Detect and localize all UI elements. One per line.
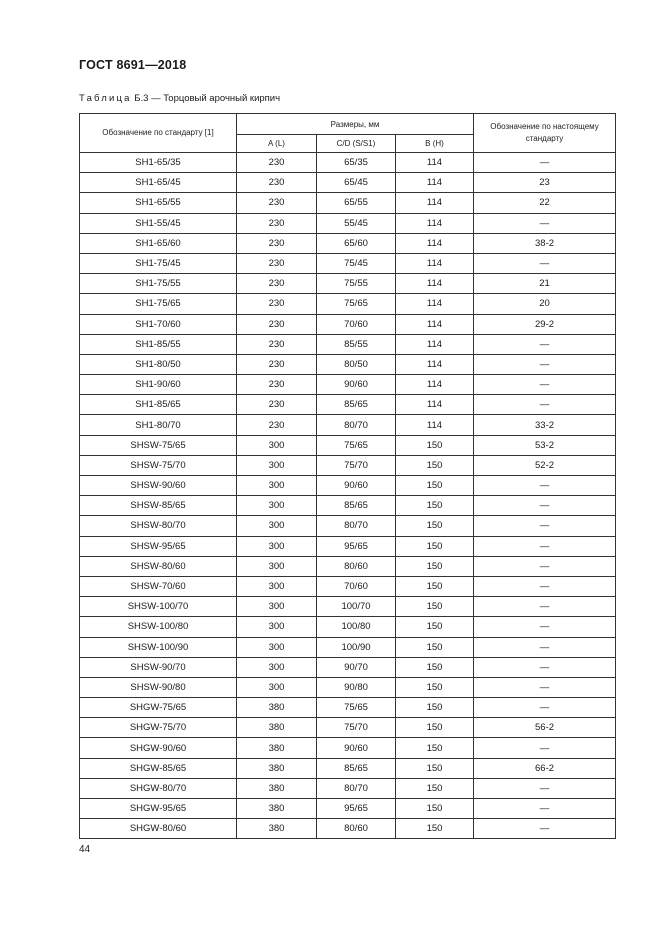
cell-standard-designation: SHGW-75/65	[80, 698, 237, 718]
cell-size-cd: 90/60	[317, 476, 396, 496]
cell-current-designation: 20	[474, 294, 616, 314]
cell-standard-designation: SHGW-85/65	[80, 758, 237, 778]
table-row	[80, 233, 616, 253]
table-row	[80, 354, 616, 374]
cell-size-b: 150	[396, 455, 474, 475]
table-row	[80, 334, 616, 354]
table-row	[80, 455, 616, 475]
table-row	[80, 738, 616, 758]
cell-current-designation: —	[474, 516, 616, 536]
table-row	[80, 153, 616, 173]
cell-size-a: 230	[237, 153, 317, 173]
cell-size-a: 230	[237, 233, 317, 253]
cell-size-cd: 80/70	[317, 778, 396, 798]
cell-size-b: 114	[396, 153, 474, 173]
cell-size-a: 230	[237, 314, 317, 334]
table-row	[80, 778, 616, 798]
document-header: ГОСТ 8691—2018	[79, 58, 187, 72]
cell-size-b: 150	[396, 496, 474, 516]
cell-size-b: 114	[396, 193, 474, 213]
cell-standard-designation: SHGW-80/70	[80, 778, 237, 798]
table-row	[80, 597, 616, 617]
cell-size-b: 150	[396, 819, 474, 839]
cell-standard-designation: SH1-75/55	[80, 274, 237, 294]
cell-current-designation: 66-2	[474, 758, 616, 778]
cell-current-designation: 21	[474, 274, 616, 294]
cell-size-cd: 90/70	[317, 657, 396, 677]
table-row	[80, 617, 616, 637]
cell-size-a: 300	[237, 597, 317, 617]
page-number: 44	[79, 844, 91, 855]
cell-standard-designation: SHSW-100/70	[80, 597, 237, 617]
cell-size-b: 150	[396, 799, 474, 819]
cell-size-a: 300	[237, 637, 317, 657]
cell-size-b: 150	[396, 576, 474, 596]
cell-standard-designation: SH1-85/65	[80, 395, 237, 415]
cell-size-cd: 65/55	[317, 193, 396, 213]
table-row	[80, 375, 616, 395]
cell-size-b: 150	[396, 597, 474, 617]
cell-size-b: 114	[396, 354, 474, 374]
cell-standard-designation: SH1-65/35	[80, 153, 237, 173]
cell-size-a: 380	[237, 718, 317, 738]
cell-size-b: 114	[396, 334, 474, 354]
table-row	[80, 799, 616, 819]
cell-size-a: 230	[237, 375, 317, 395]
cell-current-designation: —	[474, 576, 616, 596]
cell-size-a: 230	[237, 274, 317, 294]
cell-current-designation: —	[474, 799, 616, 819]
table-caption	[79, 93, 280, 104]
cell-size-b: 150	[396, 778, 474, 798]
cell-size-b: 150	[396, 758, 474, 778]
cell-size-b: 150	[396, 617, 474, 637]
cell-size-cd: 75/45	[317, 253, 396, 273]
cell-standard-designation: SHGW-80/60	[80, 819, 237, 839]
cell-size-a: 300	[237, 476, 317, 496]
cell-size-cd: 85/65	[317, 758, 396, 778]
cell-current-designation: —	[474, 496, 616, 516]
table-row	[80, 193, 616, 213]
cell-current-designation: —	[474, 677, 616, 697]
table-row	[80, 395, 616, 415]
cell-size-a: 380	[237, 738, 317, 758]
cell-size-b: 114	[396, 314, 474, 334]
cell-size-cd: 100/70	[317, 597, 396, 617]
cell-size-cd: 85/55	[317, 334, 396, 354]
cell-current-designation: 29-2	[474, 314, 616, 334]
cell-size-cd: 75/55	[317, 274, 396, 294]
cell-current-designation: 52-2	[474, 455, 616, 475]
cell-current-designation: 53-2	[474, 435, 616, 455]
cell-current-designation: —	[474, 536, 616, 556]
cell-size-a: 230	[237, 294, 317, 314]
table-caption-text: Б.3 — Торцовый арочный кирпич	[131, 93, 281, 104]
cell-standard-designation: SH1-65/55	[80, 193, 237, 213]
table-row	[80, 213, 616, 233]
brick-dimensions-table	[79, 113, 616, 839]
table-row	[80, 476, 616, 496]
cell-size-b: 114	[396, 395, 474, 415]
cell-size-cd: 100/80	[317, 617, 396, 637]
table-body	[80, 153, 616, 839]
cell-size-cd: 90/60	[317, 738, 396, 758]
cell-current-designation: —	[474, 334, 616, 354]
cell-size-cd: 95/65	[317, 536, 396, 556]
cell-standard-designation: SH1-80/50	[80, 354, 237, 374]
table-row	[80, 253, 616, 273]
cell-standard-designation: SH1-55/45	[80, 213, 237, 233]
cell-size-b: 114	[396, 173, 474, 193]
cell-size-a: 300	[237, 617, 317, 637]
cell-standard-designation: SHSW-80/60	[80, 556, 237, 576]
table-row	[80, 516, 616, 536]
cell-current-designation: —	[474, 617, 616, 637]
cell-size-a: 380	[237, 799, 317, 819]
cell-standard-designation: SH1-90/60	[80, 375, 237, 395]
cell-standard-designation: SH1-75/65	[80, 294, 237, 314]
cell-current-designation: —	[474, 556, 616, 576]
cell-size-a: 300	[237, 657, 317, 677]
cell-size-cd: 65/60	[317, 233, 396, 253]
cell-standard-designation: SHSW-80/70	[80, 516, 237, 536]
cell-size-a: 230	[237, 395, 317, 415]
cell-standard-designation: SHGW-95/65	[80, 799, 237, 819]
cell-current-designation: —	[474, 738, 616, 758]
cell-standard-designation: SHSW-90/80	[80, 677, 237, 697]
cell-size-a: 230	[237, 334, 317, 354]
header-col-cd: C/D (S/S1)	[317, 135, 396, 153]
cell-size-a: 380	[237, 778, 317, 798]
table-row	[80, 435, 616, 455]
cell-size-cd: 80/70	[317, 516, 396, 536]
cell-size-cd: 85/65	[317, 395, 396, 415]
cell-size-b: 114	[396, 294, 474, 314]
cell-current-designation: 33-2	[474, 415, 616, 435]
header-current-designation: Обозначение по настоящему стандарту	[474, 114, 616, 153]
cell-size-b: 150	[396, 718, 474, 738]
table-row	[80, 718, 616, 738]
cell-size-b: 150	[396, 435, 474, 455]
table-row	[80, 637, 616, 657]
cell-size-a: 230	[237, 213, 317, 233]
cell-current-designation: —	[474, 476, 616, 496]
cell-size-cd: 80/60	[317, 819, 396, 839]
cell-size-b: 114	[396, 375, 474, 395]
cell-current-designation: 56-2	[474, 718, 616, 738]
cell-standard-designation: SHSW-75/65	[80, 435, 237, 455]
cell-size-cd: 90/80	[317, 677, 396, 697]
cell-size-cd: 75/65	[317, 294, 396, 314]
cell-current-designation: —	[474, 819, 616, 839]
cell-size-cd: 65/35	[317, 153, 396, 173]
cell-current-designation: —	[474, 213, 616, 233]
cell-size-cd: 75/70	[317, 455, 396, 475]
cell-standard-designation: SH1-65/60	[80, 233, 237, 253]
cell-size-a: 300	[237, 455, 317, 475]
cell-size-b: 150	[396, 738, 474, 758]
cell-size-a: 300	[237, 677, 317, 697]
cell-size-cd: 85/65	[317, 496, 396, 516]
table-row	[80, 496, 616, 516]
cell-size-a: 300	[237, 435, 317, 455]
cell-standard-designation: SHSW-90/70	[80, 657, 237, 677]
cell-current-designation: —	[474, 698, 616, 718]
header-sizes-group: Размеры, мм	[237, 114, 474, 135]
cell-size-b: 114	[396, 415, 474, 435]
cell-size-a: 230	[237, 354, 317, 374]
cell-current-designation: —	[474, 395, 616, 415]
cell-size-cd: 80/60	[317, 556, 396, 576]
cell-standard-designation: SHSW-95/65	[80, 536, 237, 556]
table-row	[80, 576, 616, 596]
cell-current-designation: —	[474, 637, 616, 657]
cell-size-b: 114	[396, 213, 474, 233]
cell-size-a: 300	[237, 576, 317, 596]
cell-standard-designation: SHSW-90/60	[80, 476, 237, 496]
cell-size-b: 150	[396, 657, 474, 677]
cell-standard-designation: SHSW-100/90	[80, 637, 237, 657]
cell-size-a: 300	[237, 516, 317, 536]
cell-standard-designation: SH1-80/70	[80, 415, 237, 435]
cell-size-b: 114	[396, 233, 474, 253]
header-col-b: B (H)	[396, 135, 474, 153]
cell-standard-designation: SH1-85/55	[80, 334, 237, 354]
cell-size-cd: 90/60	[317, 375, 396, 395]
cell-current-designation: —	[474, 597, 616, 617]
cell-standard-designation: SH1-70/60	[80, 314, 237, 334]
cell-standard-designation: SHSW-100/80	[80, 617, 237, 637]
cell-size-cd: 65/45	[317, 173, 396, 193]
cell-size-cd: 80/70	[317, 415, 396, 435]
cell-size-a: 300	[237, 496, 317, 516]
cell-size-a: 300	[237, 556, 317, 576]
cell-size-cd: 95/65	[317, 799, 396, 819]
cell-size-cd: 75/65	[317, 698, 396, 718]
cell-size-a: 230	[237, 415, 317, 435]
table-caption-prefix: Таблица	[79, 93, 132, 104]
table-row	[80, 294, 616, 314]
cell-current-designation: —	[474, 778, 616, 798]
cell-size-cd: 75/65	[317, 435, 396, 455]
header-col-a: A (L)	[237, 135, 317, 153]
cell-standard-designation: SHSW-75/70	[80, 455, 237, 475]
table-row	[80, 314, 616, 334]
cell-size-a: 300	[237, 536, 317, 556]
cell-size-b: 150	[396, 637, 474, 657]
cell-size-b: 150	[396, 516, 474, 536]
cell-size-a: 230	[237, 193, 317, 213]
cell-size-a: 230	[237, 253, 317, 273]
cell-size-b: 150	[396, 698, 474, 718]
table-row	[80, 536, 616, 556]
cell-size-a: 380	[237, 698, 317, 718]
cell-standard-designation: SHGW-90/60	[80, 738, 237, 758]
cell-current-designation: —	[474, 354, 616, 374]
table-row	[80, 173, 616, 193]
cell-standard-designation: SHSW-85/65	[80, 496, 237, 516]
cell-standard-designation: SHSW-70/60	[80, 576, 237, 596]
table-row	[80, 758, 616, 778]
cell-size-a: 380	[237, 758, 317, 778]
cell-current-designation: 22	[474, 193, 616, 213]
cell-current-designation: —	[474, 153, 616, 173]
cell-size-cd: 70/60	[317, 314, 396, 334]
cell-size-b: 114	[396, 253, 474, 273]
cell-current-designation: 23	[474, 173, 616, 193]
cell-size-a: 230	[237, 173, 317, 193]
cell-size-b: 150	[396, 536, 474, 556]
cell-standard-designation: SH1-65/45	[80, 173, 237, 193]
table-row	[80, 677, 616, 697]
cell-size-b: 150	[396, 556, 474, 576]
table-row	[80, 415, 616, 435]
cell-size-b: 150	[396, 677, 474, 697]
cell-current-designation: 38-2	[474, 233, 616, 253]
table-row	[80, 819, 616, 839]
header-standard-designation: Обозначение по стандарту [1]	[80, 114, 237, 153]
cell-size-cd: 75/70	[317, 718, 396, 738]
cell-standard-designation: SHGW-75/70	[80, 718, 237, 738]
cell-size-cd: 55/45	[317, 213, 396, 233]
cell-current-designation: —	[474, 253, 616, 273]
table-row	[80, 556, 616, 576]
table-row	[80, 274, 616, 294]
cell-size-cd: 70/60	[317, 576, 396, 596]
cell-current-designation: —	[474, 657, 616, 677]
cell-standard-designation: SH1-75/45	[80, 253, 237, 273]
cell-size-b: 150	[396, 476, 474, 496]
cell-current-designation: —	[474, 375, 616, 395]
table-row	[80, 657, 616, 677]
cell-size-cd: 80/50	[317, 354, 396, 374]
cell-size-a: 380	[237, 819, 317, 839]
cell-size-b: 114	[396, 274, 474, 294]
table-row	[80, 698, 616, 718]
cell-size-cd: 100/90	[317, 637, 396, 657]
